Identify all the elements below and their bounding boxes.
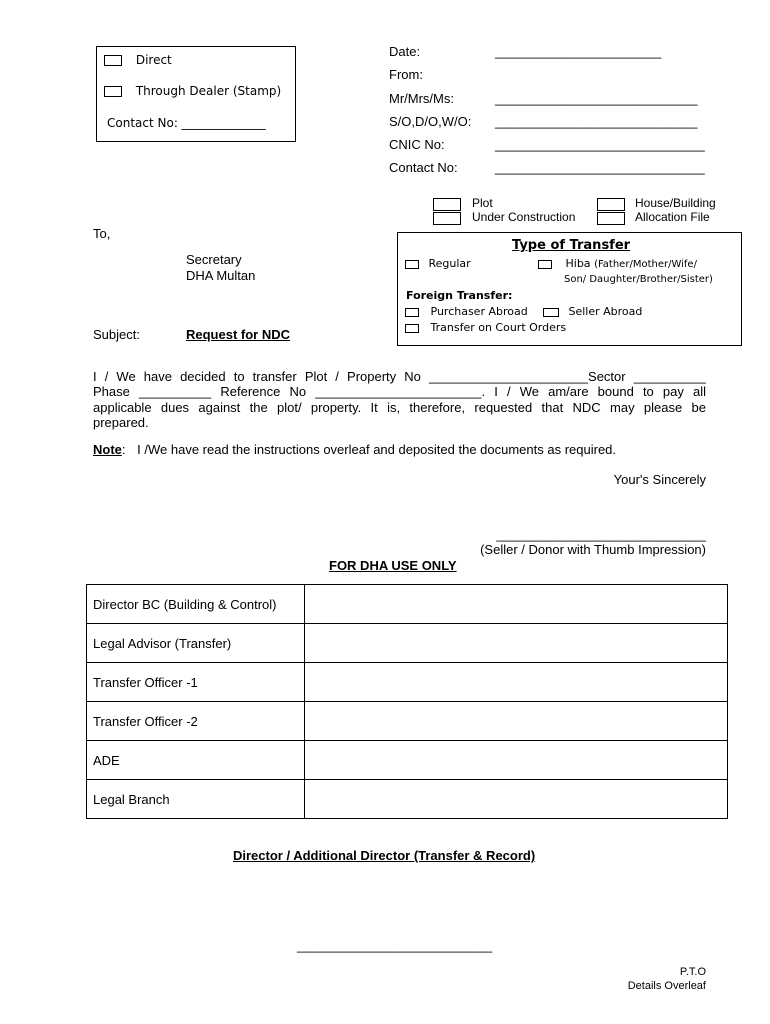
through-dealer-option[interactable] — [104, 84, 281, 98]
regular-label: Regular — [428, 257, 471, 270]
court-orders-option[interactable] — [405, 321, 566, 334]
dealer-contact: Contact No: ______________ — [107, 116, 266, 130]
court-orders-label: Transfer on Court Orders — [430, 321, 567, 334]
row-label: Director BC (Building & Control) — [87, 585, 305, 624]
table-row — [87, 702, 728, 741]
note: Note: I /We have read the instructions overleaf and deposited the documents as required. — [93, 442, 617, 457]
body-line1: I / We have decided to transfer Plot / Property No ______________________Sector __________ — [93, 369, 706, 384]
through-dealer-checkbox[interactable] — [104, 86, 122, 97]
house-building-label: House/Building — [635, 196, 716, 210]
table-row — [87, 663, 728, 702]
seller-abroad-label: Seller Abroad — [568, 305, 643, 318]
allocation-file-checkbox[interactable] — [597, 212, 625, 225]
from-label: From: — [389, 67, 423, 82]
details-overleaf: Details Overleaf — [627, 980, 706, 992]
row-label: ADE — [87, 741, 305, 780]
director-title: Director / Additional Director (Transfer & Record) — [233, 848, 536, 863]
purchaser-abroad-checkbox[interactable] — [405, 308, 419, 317]
cnic-label: CNIC No: — [389, 137, 445, 152]
transfer-type-title: Type of Transfer — [512, 238, 631, 253]
under-construction-checkbox[interactable] — [433, 212, 461, 225]
body-line4: prepared. — [93, 415, 149, 430]
table-row — [87, 585, 728, 624]
note-text: I /We have read the instructions overleaf and deposited the documents as required. — [137, 442, 617, 457]
relation-label: S/O,D/O,W/O: — [389, 114, 472, 129]
purchaser-abroad-option[interactable] — [405, 305, 528, 318]
direct-option[interactable] — [104, 53, 172, 67]
name-line[interactable]: ____________________________ — [495, 91, 698, 106]
note-label: Note — [93, 442, 122, 457]
allocation-file-label: Allocation File — [635, 210, 710, 224]
row-field[interactable] — [305, 585, 728, 624]
dha-use-title: FOR DHA USE ONLY — [329, 558, 457, 573]
body-line2: Phase __________ Reference No _______________________. I / We am/are bound to pay all — [93, 384, 706, 399]
regular-option[interactable] — [405, 257, 471, 270]
signature-line[interactable]: _____________________________ — [496, 527, 706, 542]
contact-line[interactable]: _____________________________ — [495, 160, 705, 175]
row-label: Transfer Officer -2 — [87, 702, 305, 741]
foreign-transfer-label: Foreign Transfer — [406, 289, 509, 302]
row-field[interactable] — [305, 663, 728, 702]
pto: P.T.O — [679, 966, 706, 978]
signature-caption: (Seller / Donor with Thumb Impression) — [480, 542, 706, 557]
name-label: Mr/Mrs/Ms: — [389, 91, 454, 106]
hiba-detail2: Son/ Daughter/Brother/Sister) — [564, 274, 713, 285]
purchaser-abroad-label: Purchaser Abroad — [430, 305, 528, 318]
through-dealer-label: Through Dealer (Stamp) — [135, 84, 282, 98]
date-label: Date: — [389, 44, 421, 59]
hiba-detail1: (Father/Mother/Wife/ — [594, 259, 697, 270]
plot-checkbox[interactable] — [433, 198, 461, 211]
foreign-transfer-heading: Foreign Transfer: — [406, 289, 513, 302]
body-line3: applicable dues against the plot/ property. It is, therefore, requested that NDC may please be — [93, 400, 706, 415]
plot-label: Plot — [472, 196, 493, 210]
house-building-checkbox[interactable] — [597, 198, 625, 211]
direct-label: Direct — [135, 53, 172, 67]
table-row — [87, 624, 728, 663]
row-label: Legal Branch — [87, 780, 305, 819]
table-row — [87, 780, 728, 819]
cnic-line[interactable]: _____________________________ — [495, 137, 705, 152]
dha-use-table — [86, 584, 728, 819]
contact-label: Contact No: — [389, 160, 458, 175]
subject-label: Subject: — [93, 327, 140, 342]
row-field[interactable] — [305, 780, 728, 819]
date-line[interactable]: _______________________ — [495, 44, 662, 59]
direct-checkbox[interactable] — [104, 55, 122, 66]
hiba-checkbox[interactable] — [538, 260, 552, 269]
director-signature-line[interactable]: ___________________________ — [297, 938, 493, 953]
table-row — [87, 741, 728, 780]
hiba-label: Hiba — [565, 257, 591, 270]
seller-abroad-option[interactable] — [543, 305, 642, 318]
hiba-option[interactable] — [538, 257, 697, 270]
row-field[interactable] — [305, 741, 728, 780]
subject-value: Request for NDC — [186, 327, 291, 342]
seller-abroad-checkbox[interactable] — [543, 308, 559, 317]
closing: Your's Sincerely — [613, 472, 706, 487]
regular-checkbox[interactable] — [405, 260, 419, 269]
row-field[interactable] — [305, 624, 728, 663]
addressee-line2: DHA Multan — [186, 268, 256, 283]
under-construction-label: Under Construction — [472, 210, 576, 224]
row-field[interactable] — [305, 702, 728, 741]
relation-line[interactable]: ____________________________ — [495, 114, 698, 129]
addressee-line1: Secretary — [186, 252, 242, 267]
row-label: Transfer Officer -1 — [87, 663, 305, 702]
to-label: To, — [93, 226, 111, 241]
court-orders-checkbox[interactable] — [405, 324, 419, 333]
row-label: Legal Advisor (Transfer) — [87, 624, 305, 663]
